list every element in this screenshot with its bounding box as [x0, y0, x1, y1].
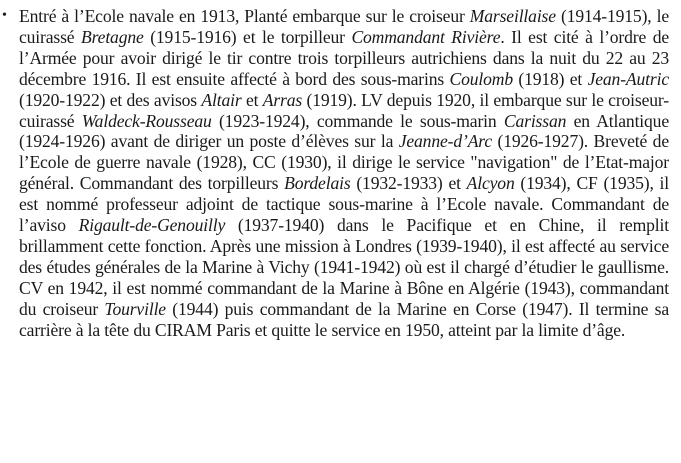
text-run: (1923-1924), commande le sous-marin [211, 110, 504, 131]
text-run: (1944) puis commandant de la Marine en Corse (1947). Il termine sa carrière à la tête du CIRAM Paris et quitte le service en 1950, atteint par la limite d’âge. [19, 298, 669, 340]
ship-name: Carissan [503, 110, 567, 131]
bullet-marker: • [2, 8, 7, 23]
ship-name: Tourville [104, 298, 166, 319]
text-run: Entré à l’Ecole navale en 1913, Planté embarque sur le croiseur [19, 6, 470, 26]
ship-name: Coulomb [449, 68, 513, 89]
ship-name: Marseillaise [469, 6, 556, 26]
ship-name: Waldeck-Rousseau [81, 110, 212, 131]
text-run: (1932-1933) et [350, 173, 467, 194]
text-run: (1915-1916) et le torpilleur [143, 26, 352, 47]
ship-name: Rigault-de-Genouilly [78, 215, 226, 236]
text-run: (1918) et [512, 68, 588, 89]
ship-name: Altair [201, 89, 242, 110]
ship-name: Bretagne [81, 26, 144, 47]
text-run: (1920-1922) et des avisos [19, 89, 202, 110]
text-run: (1937-1940) dans le Pacifique et en Chine, il remplit brillamment cette fonction. Après une mission à Londres (1939-1940), il est affecté au service des études générales de la Marine à Vichy (1941-1942) où est il chargé d’étudier le gaullisme. CV en 1942, il est nommé commandant de la Marine à Bône en Algérie (1943), commandant du croiseur [19, 215, 669, 319]
text-run: (1934), CF (1935), il est nommé professeur adjoint de tactique sous-marine à l’Ecole navale. Commandant de l’aviso [19, 173, 669, 236]
ship-name: Jean-Autric [587, 68, 669, 89]
ship-name: Bordelais [284, 173, 351, 194]
text-run: (1919). LV depuis 1920, il embarque sur le croiseur-cuirassé [19, 89, 669, 131]
ship-name: Jeanne-d’Arc [398, 131, 493, 152]
text-run: (1926-1927). Breveté de l’Ecole de guerre navale (1928), CC (1930), il dirige le service "navigation" de l’Etat-major général. Commandant des torpilleurs [19, 131, 669, 194]
text-run: (1914-1915), le cuirassé [19, 6, 669, 47]
ship-name: Alcyon [466, 173, 515, 194]
biography-paragraph [19, 6, 669, 341]
ship-name: Commandant Rivière [351, 26, 501, 47]
text-run: en Atlantique (1924-1926) avant de diriger un poste d’élèves sur la [19, 110, 669, 152]
ship-name: Arras [262, 89, 303, 110]
text-run: et [241, 89, 263, 110]
text-run: . Il est cité à l’ordre de l’Armée pour avoir dirigé le tir contre trois torpilleurs autrichiens dans la nuit du 22 au 23 décembre 1916. Il est ensuite affecté à bord des sous-marins [19, 26, 669, 89]
